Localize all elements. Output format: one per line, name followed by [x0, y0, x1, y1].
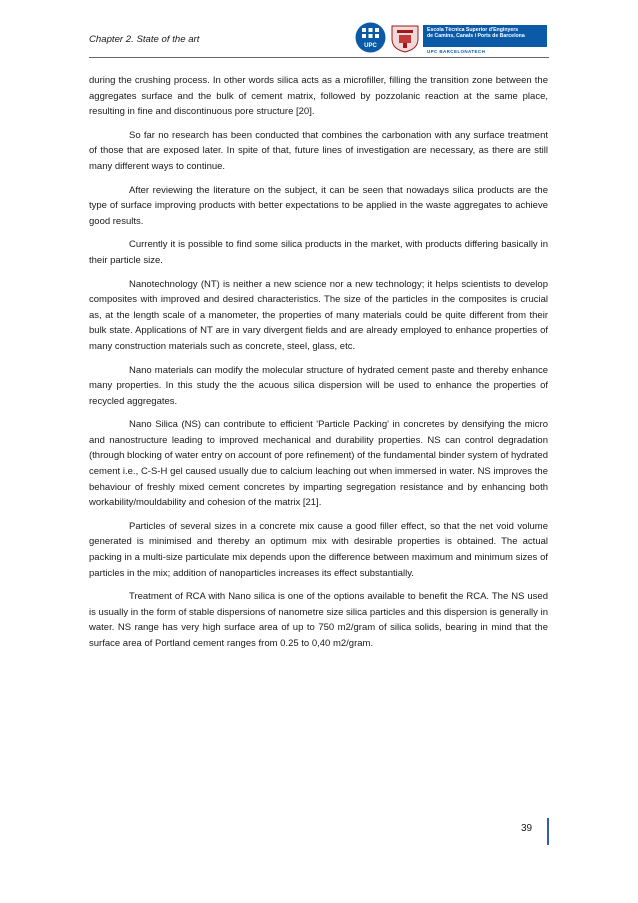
page-number: 39 — [521, 823, 533, 834]
school-name-banner — [423, 25, 547, 47]
paragraph: So far no research has been conducted that combines the carbonation with any surface treatment of those that are exposed later. In spite of that, future lines of investigation are necessary, as there are still many different ways to continue. — [89, 129, 548, 172]
paragraph: Nano Silica (NS) can contribute to efficient 'Particle Packing' in concretes by densifying the micro and nanostructure leading to improved mechanical and durability properties. NS can control degradation (through blocking of water entry on account of pore refinement) of the fundamental binder system of hydrated cement i.e., C-S-H gel caused usually due to calcium leaching out when immersed in water. NS improves the behaviour of freshly mixed cement concretes by imparting segregation resistance and by enhancing both workability/mouldability and cohesion of the matrix [21]. — [89, 419, 548, 509]
barcelonatech-label: UPC BARCELONATECH — [427, 49, 486, 54]
paragraph: Particles of several sizes in a concrete mix cause a good filler effect, so that the net void volume generated is minimised and thereby an optimum mix with desirable properties is obtained. The actual packing in a multi-size particulate mix depends upon the difference between maximum and minimum sizes of particles in the mix; addition of nanoparticles increases its effect substantially. — [89, 520, 548, 579]
page-number-accent-bar — [547, 818, 549, 845]
paragraph: After reviewing the literature on the subject, it can be seen that nowadays silica products are the type of surface improving products with better expectations to be applied in the waste aggregates to achieve good results. — [89, 184, 548, 227]
university-logo — [355, 22, 550, 56]
paragraph: Treatment of RCA with Nano silica is one of the options available to benefit the RCA. The NS used is usually in the form of stable dispersions of nanometre size silica particles and this dispersion is generally in water. NS range has very high surface area of up to 750 m2/gram of silica solids, bearing in mind that the surface area of Portland cement ranges from 0.25 to 0,40 m2/gram. — [89, 591, 548, 649]
school-crest-icon — [389, 23, 421, 53]
paragraph: Nano materials can modify the molecular structure of hydrated cement paste and thereby enhance many properties. In this study the the acuous silica dispersion will be used to enhance the properties of recycled aggregates. — [89, 364, 548, 407]
body-text — [89, 73, 548, 660]
paragraph: Nanotechnology (NT) is neither a new science nor a new technology; it helps scientists to develop composites with improved and desired characteristics. The size of the particles in the composites is crucial as, at the length scale of a manometer, the properties of many materials could be quite different from their bulk state. Applications of NT are in vary divergent fields and are already employed to enhance properties of many construction materials such as concrete, steel, glass, etc. — [89, 278, 548, 352]
school-name-line2: de Camins, Canals i Ports de Barcelona — [427, 33, 525, 40]
header-divider — [89, 57, 549, 58]
paragraph: during the crushing process. In other words silica acts as a microfiller, filling the transition zone between the aggregates surface and the bulk of cement matrix, followed by pozzolanic reaction at the same place, resulting in fine and discontinuous pore structure [20]. — [89, 75, 548, 118]
upc-label: UPC — [364, 43, 377, 49]
paragraph: Currently it is possible to find some silica products in the market, with products differing basically in their particle size. — [89, 239, 548, 266]
school-name-line1: Escola Tècnica Superior d'Enginyers — [427, 27, 519, 33]
chapter-title: Chapter 2. State of the art — [89, 34, 200, 45]
upc-logo-icon — [355, 22, 386, 53]
